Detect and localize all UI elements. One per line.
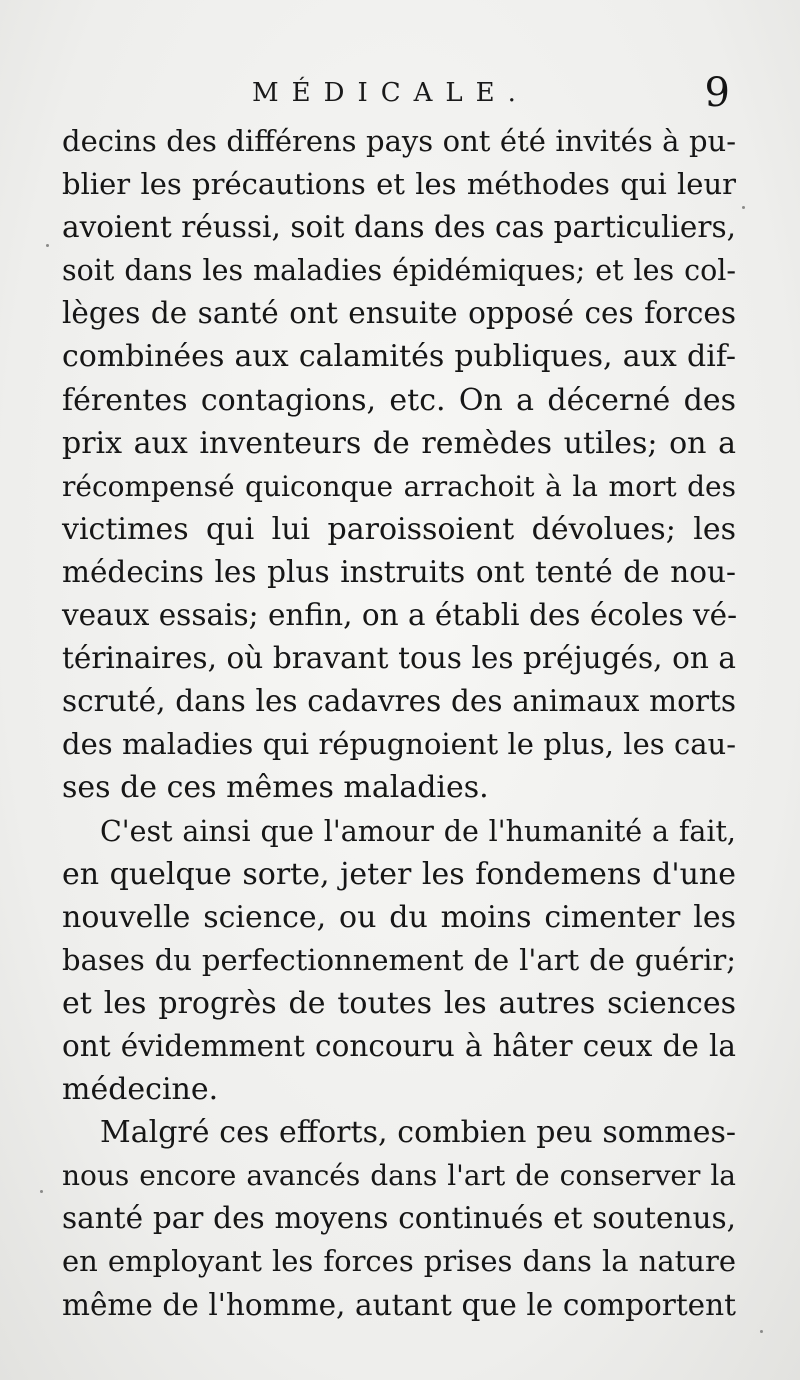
text-line: lèges de santé ont ensuite opposé ces forces [62,296,736,331]
text-line: médecine. [62,1072,219,1108]
text-line: ses de ces mêmes maladies. [62,770,489,806]
running-title: MÉDICALE. [252,78,529,108]
text-line: même de l'homme, autant que le comportent [62,1287,736,1322]
text-line: férentes contagions, etc. On a décerné des [62,382,736,418]
text-line: en employant les forces prises dans la nature [62,1244,736,1279]
text-line: C'est ainsi que l'amour de l'humanité a fait, [100,814,736,848]
print-speck [40,1190,43,1193]
text-line: soit dans les maladies épidémiques; et les col- [62,254,736,288]
text-line: nouvelle science, ou du moins cimenter les [62,899,736,935]
text-line: decins des différens pays ont été invités à pu- [62,124,736,158]
text-line: nous encore avancés dans l'art de conserver la [62,1159,736,1193]
print-speck [46,244,49,247]
text-line: victimes qui lui paroissoient dévolues; les [62,511,736,547]
text-line: prix aux inventeurs de remèdes utiles; on a [62,425,736,461]
text-line: Malgré ces efforts, combien peu sommes- [100,1115,736,1151]
page-header [0,70,800,118]
page-number: 9 [704,70,730,116]
text-line: bases du perfectionnement de l'art de guérir; [62,942,736,977]
text-line: et les progrès de toutes les autres sciences [62,985,736,1021]
text-line: avoient réussi, soit dans des cas particuliers, [62,210,736,245]
text-line: térinaires, où bravant tous les préjugés, on a [62,641,736,676]
text-line: ont évidemment concouru à hâter ceux de la [62,1028,736,1063]
text-line: blier les précautions et les méthodes qui leur [62,167,736,202]
text-line: en quelque sorte, jeter les fondemens d'une [62,856,736,892]
text-line: combinées aux calamités publiques, aux dif- [62,339,736,375]
text-line: médecins les plus instruits ont tenté de nou- [62,554,736,589]
text-line: des maladies qui répugnoient le plus, les cau- [62,727,736,762]
text-line: santé par des moyens continués et soutenus, [62,1201,736,1236]
print-speck [742,206,745,209]
text-line: veaux essais; enfin, on a établi des écoles vé- [62,598,738,633]
print-speck [760,1330,763,1333]
text-line: scruté, dans les cadavres des animaux morts [62,684,736,719]
text-line: récompensé quiconque arrachoit à la mort des [62,469,736,503]
body-text [62,120,736,1327]
